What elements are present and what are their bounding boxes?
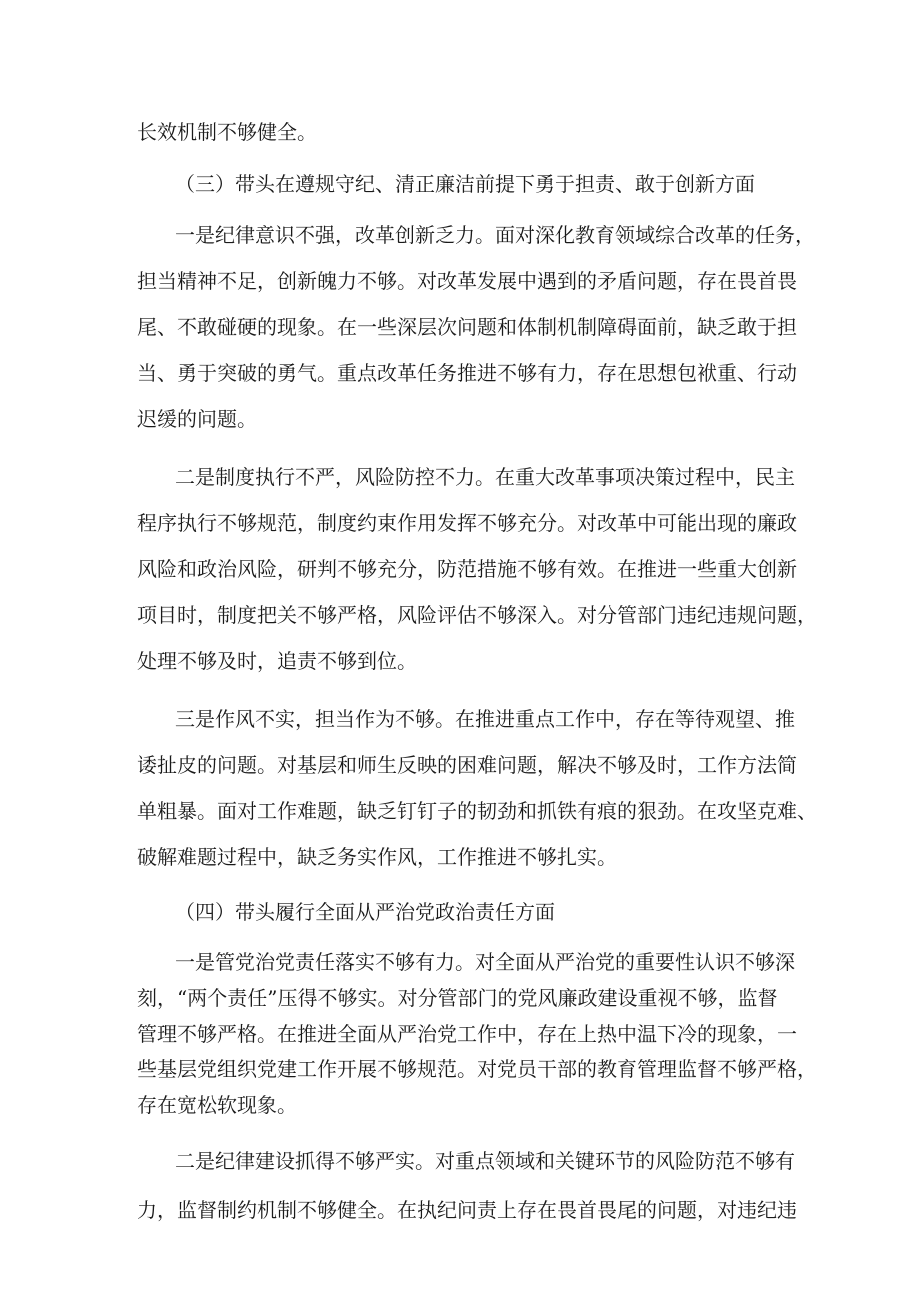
text-line: 迟缓的问题。	[137, 407, 257, 431]
text-line: 力，监督制约机制不够健全。在执纪问责上存在畏首畏尾的问题，对违纪违	[137, 1198, 797, 1222]
text-line: 一是管党治党责任落实不够有力。对全面从严治党的重要性认识不够深	[175, 950, 795, 974]
text-line: 当、勇于突破的勇气。重点改革任务推进不够有力，存在思想包袱重、行动	[137, 361, 797, 385]
text-line: 风险和政治风险，研判不够充分，防范措施不够有效。在推进一些重大创新	[137, 557, 797, 581]
text-line: 刻，“两个责任”压得不够实。对分管部门的党风廉政建设重视不够，监督	[137, 986, 778, 1010]
text-line: 二是纪律建设抓得不够严实。对重点领域和关键环节的风险防范不够有	[175, 1149, 795, 1173]
text-line: 长效机制不够健全。	[137, 120, 317, 144]
text-line: 存在宽松软现象。	[137, 1093, 297, 1117]
text-line: 破解难题过程中，缺乏务实作风，工作推进不够扎实。	[137, 845, 617, 869]
text-line: 诿扯皮的问题。对基层和师生反映的困难问题，解决不够及时，工作方法简	[137, 753, 797, 777]
text-line: 二是制度执行不严，风险防控不力。在重大改革事项决策过程中，民主	[175, 465, 795, 489]
text-line: 三是作风不实，担当作为不够。在推进重点工作中，存在等待观望、推	[175, 707, 795, 731]
text-line: 程序执行不够规范，制度约束作用发挥不够充分。对改革中可能出现的廉政	[137, 511, 797, 535]
text-line: 处理不够及时，追责不够到位。	[137, 649, 417, 673]
text-line: 项目时，制度把关不够严格，风险评估不够深入。对分管部门违纪违规问题，	[137, 603, 817, 627]
text-line: 管理不够严格。在推进全面从严治党工作中，存在上热中温下冷的现象，一	[137, 1022, 797, 1046]
text-line: 尾、不敢碰硬的现象。在一些深层次问题和体制机制障碍面前，缺乏敢于担	[137, 315, 797, 339]
text-line: 单粗暴。面对工作难题，缺乏钉钉子的韧劲和抓铁有痕的狠劲。在攻坚克难、	[137, 799, 817, 823]
text-line: 些基层党组织党建工作开展不够规范。对党员干部的教育管理监督不够严格，	[137, 1057, 817, 1081]
section-heading-4: （四）带头履行全面从严治党政治责任方面	[175, 900, 555, 924]
text-line: 担当精神不足，创新魄力不够。对改革发展中遇到的矛盾问题，存在畏首畏	[137, 269, 797, 293]
section-heading-3: （三）带头在遵规守纪、清正廉洁前提下勇于担责、敢于创新方面	[175, 172, 755, 196]
text-line: 一是纪律意识不强，改革创新乏力。面对深化教育领域综合改革的任务，	[175, 223, 815, 247]
